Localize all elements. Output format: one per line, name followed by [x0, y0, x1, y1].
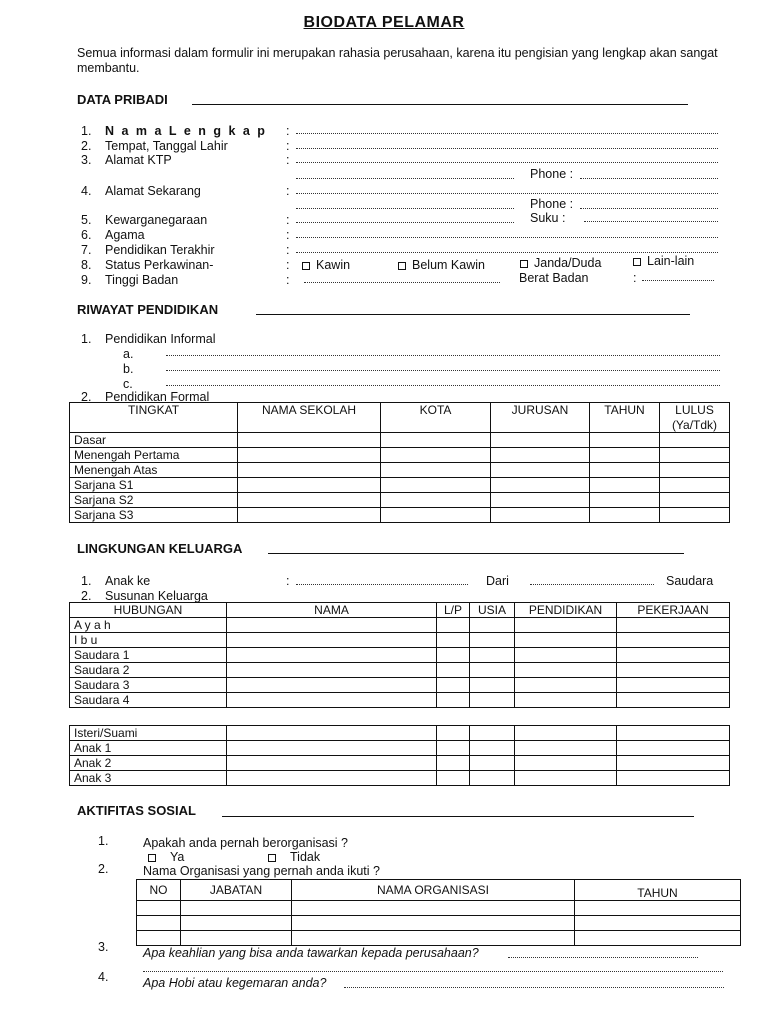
field-num: 2. — [81, 390, 92, 404]
cell[interactable] — [617, 741, 730, 756]
field-num: 9. — [81, 273, 92, 287]
cell[interactable] — [575, 916, 741, 931]
cell[interactable] — [575, 931, 741, 946]
input-agama[interactable] — [296, 237, 718, 238]
cell[interactable] — [437, 693, 470, 708]
cell[interactable] — [227, 756, 437, 771]
col-tahun: TAHUN — [575, 880, 741, 901]
item-letter: c. — [123, 377, 133, 391]
label-kewarganegaraan: Kewarganegaraan — [105, 213, 208, 227]
table-row — [70, 478, 730, 493]
table-row — [137, 916, 741, 931]
col-lulus-sub: (Ya/Tdk) — [660, 418, 730, 433]
cell[interactable] — [470, 771, 515, 786]
cell[interactable] — [437, 741, 470, 756]
label-dari: Dari — [486, 574, 509, 588]
cell[interactable] — [660, 463, 730, 478]
table-row — [70, 463, 730, 478]
cell[interactable] — [437, 756, 470, 771]
colon: : — [633, 271, 637, 285]
section-underline — [192, 104, 688, 105]
checkbox-janda-duda[interactable] — [520, 256, 601, 270]
cell[interactable] — [381, 448, 491, 463]
colon: : — [286, 273, 290, 287]
cell[interactable] — [660, 508, 730, 523]
cell[interactable] — [137, 931, 181, 946]
row-label: I b u — [70, 633, 227, 648]
row-label: Saudara 4 — [70, 693, 227, 708]
col-nama-sekolah: NAMA SEKOLAH — [238, 403, 381, 433]
row-label: Isteri/Suami — [70, 726, 227, 741]
table-row — [70, 693, 730, 708]
cell[interactable] — [227, 726, 437, 741]
input-anak-ke[interactable] — [296, 584, 468, 585]
cell[interactable] — [617, 726, 730, 741]
cell[interactable] — [437, 726, 470, 741]
cell[interactable] — [491, 493, 590, 508]
label-tempat-tanggal-lahir: Tempat, Tanggal Lahir — [105, 139, 228, 153]
cell[interactable] — [381, 433, 491, 448]
input-informal-b[interactable] — [166, 370, 720, 371]
colon: : — [286, 228, 290, 242]
cell[interactable] — [515, 771, 617, 786]
table-row — [70, 633, 730, 648]
label-pendidikan-formal: Pendidikan Formal — [105, 390, 210, 404]
input-informal-c[interactable] — [166, 385, 720, 386]
input-informal-a[interactable] — [166, 355, 720, 356]
input-pendidikan-terakhir[interactable] — [296, 252, 718, 253]
section-underline — [222, 816, 694, 817]
table-row — [70, 756, 730, 771]
option-label: Kawin — [316, 258, 351, 272]
cell[interactable] — [437, 771, 470, 786]
table-row — [70, 741, 730, 756]
col-tahun: TAHUN — [590, 403, 660, 433]
section-riwayat-pendidikan: RIWAYAT PENDIDIKAN — [77, 302, 219, 317]
cell[interactable] — [381, 493, 491, 508]
field-num: 1. — [81, 332, 92, 346]
input-keahlian-line2[interactable] — [143, 971, 723, 972]
cell[interactable] — [515, 618, 617, 633]
col-tingkat: TINGKAT — [70, 403, 238, 433]
cell[interactable] — [437, 618, 470, 633]
input-alamat-ktp[interactable] — [296, 162, 718, 163]
row-label: Anak 2 — [70, 756, 227, 771]
section-underline — [268, 553, 684, 554]
cell[interactable] — [227, 618, 437, 633]
checkbox-icon — [633, 258, 641, 266]
col-nama-organisasi: NAMA ORGANISASI — [292, 880, 575, 901]
cell[interactable] — [590, 508, 660, 523]
row-label: Anak 1 — [70, 741, 227, 756]
input-dari[interactable] — [530, 584, 654, 585]
col-no: NO — [137, 880, 181, 901]
input-keahlian[interactable] — [508, 957, 698, 958]
field-num: 2. — [98, 862, 109, 876]
input-hobi[interactable] — [344, 987, 724, 988]
label-agama: Agama — [105, 228, 145, 242]
field-num: 2. — [81, 589, 92, 603]
colon: : — [286, 258, 290, 272]
option-label: Janda/Duda — [534, 256, 602, 270]
cell[interactable] — [491, 433, 590, 448]
cell[interactable] — [515, 741, 617, 756]
row-label: Saudara 1 — [70, 648, 227, 663]
cell[interactable] — [515, 633, 617, 648]
cell[interactable] — [227, 648, 437, 663]
cell[interactable] — [381, 463, 491, 478]
field-num: 1. — [81, 124, 92, 138]
table-row — [70, 493, 730, 508]
cell[interactable] — [292, 916, 575, 931]
field-num: 6. — [81, 228, 92, 242]
cell[interactable] — [470, 741, 515, 756]
cell[interactable] — [137, 916, 181, 931]
cell[interactable] — [470, 648, 515, 663]
label-tinggi-badan: Tinggi Badan — [105, 273, 179, 287]
field-num: 5. — [81, 213, 92, 227]
colon: : — [286, 574, 290, 588]
table-row — [70, 433, 730, 448]
field-num: 4. — [81, 184, 92, 198]
label-suku: Suku : — [530, 211, 566, 225]
input-phone-sekarang[interactable] — [580, 208, 718, 209]
checkbox-icon — [302, 262, 310, 270]
question-hobi: Apa Hobi atau kegemaran anda? — [143, 976, 327, 990]
row-label: Menengah Atas — [70, 463, 238, 478]
cell[interactable] — [660, 493, 730, 508]
row-label: Sarjana S3 — [70, 508, 238, 523]
checkbox-tidak[interactable] — [268, 850, 320, 864]
cell[interactable] — [617, 678, 730, 693]
cell[interactable] — [437, 663, 470, 678]
section-aktifitas-sosial: AKTIFITAS SOSIAL — [77, 803, 196, 818]
input-phone-ktp[interactable] — [580, 178, 718, 179]
label-saudara: Saudara — [666, 574, 714, 588]
table-row — [70, 508, 730, 523]
table-row — [70, 771, 730, 786]
cell[interactable] — [238, 508, 381, 523]
cell[interactable] — [491, 463, 590, 478]
row-label: Saudara 3 — [70, 678, 227, 693]
table-row — [70, 648, 730, 663]
table-susunan-keluarga — [69, 602, 730, 708]
table-row — [70, 726, 730, 741]
table-row — [70, 678, 730, 693]
cell[interactable] — [437, 678, 470, 693]
input-alamat-sekarang-line2[interactable] — [296, 208, 514, 209]
cell[interactable] — [617, 663, 730, 678]
field-num: 1. — [98, 834, 109, 848]
cell[interactable] — [515, 756, 617, 771]
field-num: 2. — [81, 139, 92, 153]
col-lp: L/P — [437, 603, 470, 618]
cell[interactable] — [470, 678, 515, 693]
cell[interactable] — [590, 463, 660, 478]
label-susunan-keluarga: Susunan Keluarga — [105, 589, 208, 603]
cell[interactable] — [238, 493, 381, 508]
cell[interactable] — [137, 901, 181, 916]
cell[interactable] — [437, 633, 470, 648]
input-tinggi-badan[interactable] — [304, 282, 500, 283]
checkbox-icon — [148, 854, 156, 862]
section-underline — [256, 314, 690, 315]
label-phone: Phone : — [530, 197, 574, 211]
cell[interactable] — [470, 618, 515, 633]
cell[interactable] — [515, 678, 617, 693]
cell[interactable] — [238, 433, 381, 448]
input-tempat-tanggal-lahir[interactable] — [296, 148, 718, 149]
cell[interactable] — [617, 771, 730, 786]
col-pekerjaan: PEKERJAAN — [617, 603, 730, 618]
cell[interactable] — [238, 448, 381, 463]
row-label: Saudara 2 — [70, 663, 227, 678]
label-status-perkawinan: Status Perkawinan- — [105, 258, 214, 272]
option-label: Lain-lain — [647, 254, 695, 268]
input-kewarganegaraan[interactable] — [296, 222, 514, 223]
row-label: Anak 3 — [70, 771, 227, 786]
input-nama-lengkap[interactable] — [296, 133, 718, 134]
cell[interactable] — [227, 678, 437, 693]
row-label: Menengah Pertama — [70, 448, 238, 463]
cell[interactable] — [491, 478, 590, 493]
col-usia: USIA — [470, 603, 515, 618]
input-suku[interactable] — [584, 221, 718, 222]
cell[interactable] — [292, 931, 575, 946]
cell[interactable] — [575, 901, 741, 916]
checkbox-icon — [398, 262, 406, 270]
question-nama-organisasi: Nama Organisasi yang pernah anda ikuti ? — [143, 864, 380, 878]
checkbox-icon — [520, 260, 528, 268]
cell[interactable] — [470, 633, 515, 648]
section-lingkungan-keluarga: LINGKUNGAN KELUARGA — [77, 541, 243, 556]
input-alamat-sekarang[interactable] — [296, 193, 718, 194]
col-hubungan: HUBUNGAN — [70, 603, 227, 618]
field-num: 3. — [81, 153, 92, 167]
cell[interactable] — [515, 693, 617, 708]
cell[interactable] — [381, 478, 491, 493]
field-num: 8. — [81, 258, 92, 272]
option-label: Ya — [170, 850, 185, 864]
table-organisasi — [136, 879, 741, 946]
colon: : — [286, 153, 290, 167]
colon: : — [286, 124, 290, 138]
cell[interactable] — [227, 741, 437, 756]
cell[interactable] — [227, 693, 437, 708]
colon: : — [286, 243, 290, 257]
cell[interactable] — [515, 663, 617, 678]
field-num: 1. — [81, 574, 92, 588]
cell[interactable] — [617, 756, 730, 771]
col-jurusan: JURUSAN — [491, 403, 590, 433]
cell[interactable] — [617, 693, 730, 708]
cell[interactable] — [292, 901, 575, 916]
cell[interactable] — [470, 756, 515, 771]
item-letter: b. — [123, 362, 134, 376]
col-kota: KOTA — [381, 403, 491, 433]
col-jabatan: JABATAN — [181, 880, 292, 901]
cell[interactable] — [238, 478, 381, 493]
label-pendidikan-informal: Pendidikan Informal — [105, 332, 216, 346]
colon: : — [286, 184, 290, 198]
cell[interactable] — [470, 693, 515, 708]
table-row — [70, 663, 730, 678]
label-phone: Phone : — [530, 167, 574, 181]
colon: : — [286, 213, 290, 227]
question-berorganisasi: Apakah anda pernah berorganisasi ? — [143, 836, 349, 850]
cell[interactable] — [617, 618, 730, 633]
row-label: A y a h — [70, 618, 227, 633]
input-berat-badan[interactable] — [642, 280, 714, 281]
row-label: Dasar — [70, 433, 238, 448]
option-label: Tidak — [290, 850, 321, 864]
input-alamat-ktp-line2[interactable] — [296, 178, 514, 179]
cell[interactable] — [227, 633, 437, 648]
question-keahlian: Apa keahlian yang bisa anda tawarkan kepada perusahaan? — [143, 946, 479, 960]
section-data-pribadi: DATA PRIBADI — [77, 92, 168, 107]
checkbox-ya[interactable] — [148, 850, 184, 864]
cell[interactable] — [660, 433, 730, 448]
table-row — [70, 618, 730, 633]
cell[interactable] — [660, 448, 730, 463]
cell[interactable] — [181, 901, 292, 916]
cell[interactable] — [227, 771, 437, 786]
item-letter: a. — [123, 347, 134, 361]
cell[interactable] — [470, 726, 515, 741]
col-lulus: LULUS — [660, 403, 730, 418]
table-row — [137, 931, 741, 946]
cell[interactable] — [515, 726, 617, 741]
row-label: Sarjana S1 — [70, 478, 238, 493]
label-pendidikan-terakhir: Pendidikan Terakhir — [105, 243, 215, 257]
option-label: Belum Kawin — [412, 258, 485, 272]
cell[interactable] — [491, 448, 590, 463]
label-berat-badan: Berat Badan — [519, 271, 589, 285]
cell[interactable] — [617, 633, 730, 648]
label-anak-ke: Anak ke — [105, 574, 151, 588]
table-row — [137, 901, 741, 916]
cell[interactable] — [590, 433, 660, 448]
cell[interactable] — [660, 478, 730, 493]
cell[interactable] — [617, 648, 730, 663]
cell[interactable] — [470, 663, 515, 678]
checkbox-kawin[interactable] — [302, 258, 350, 272]
cell[interactable] — [491, 508, 590, 523]
cell[interactable] — [515, 648, 617, 663]
label-nama-lengkap: N a m a L e n g k a p — [105, 124, 267, 138]
colon: : — [286, 139, 290, 153]
field-num: 3. — [98, 940, 109, 954]
cell[interactable] — [227, 663, 437, 678]
cell[interactable] — [381, 508, 491, 523]
row-label: Sarjana S2 — [70, 493, 238, 508]
label-alamat-sekarang: Alamat Sekarang — [105, 184, 201, 198]
col-pendidikan: PENDIDIKAN — [515, 603, 617, 618]
table-pendidikan-formal — [69, 402, 730, 523]
cell[interactable] — [590, 478, 660, 493]
field-num: 7. — [81, 243, 92, 257]
cell[interactable] — [590, 448, 660, 463]
intro-text: Semua informasi dalam formulir ini merupakan rahasia perusahaan, karena itu pengisian yang lengkap akan sangat membantu. — [77, 46, 718, 75]
table-keluarga-inti — [69, 725, 730, 786]
field-num: 4. — [98, 970, 109, 984]
checkbox-belum-kawin[interactable] — [398, 258, 485, 272]
checkbox-lain-lain[interactable] — [633, 254, 694, 268]
cell[interactable] — [181, 916, 292, 931]
col-nama: NAMA — [227, 603, 437, 618]
cell[interactable] — [238, 463, 381, 478]
checkbox-icon — [268, 854, 276, 862]
cell[interactable] — [590, 493, 660, 508]
cell[interactable] — [437, 648, 470, 663]
table-row — [70, 448, 730, 463]
label-alamat-ktp: Alamat KTP — [105, 153, 172, 167]
cell[interactable] — [181, 931, 292, 946]
page-title: BIODATA PELAMAR — [303, 14, 465, 31]
